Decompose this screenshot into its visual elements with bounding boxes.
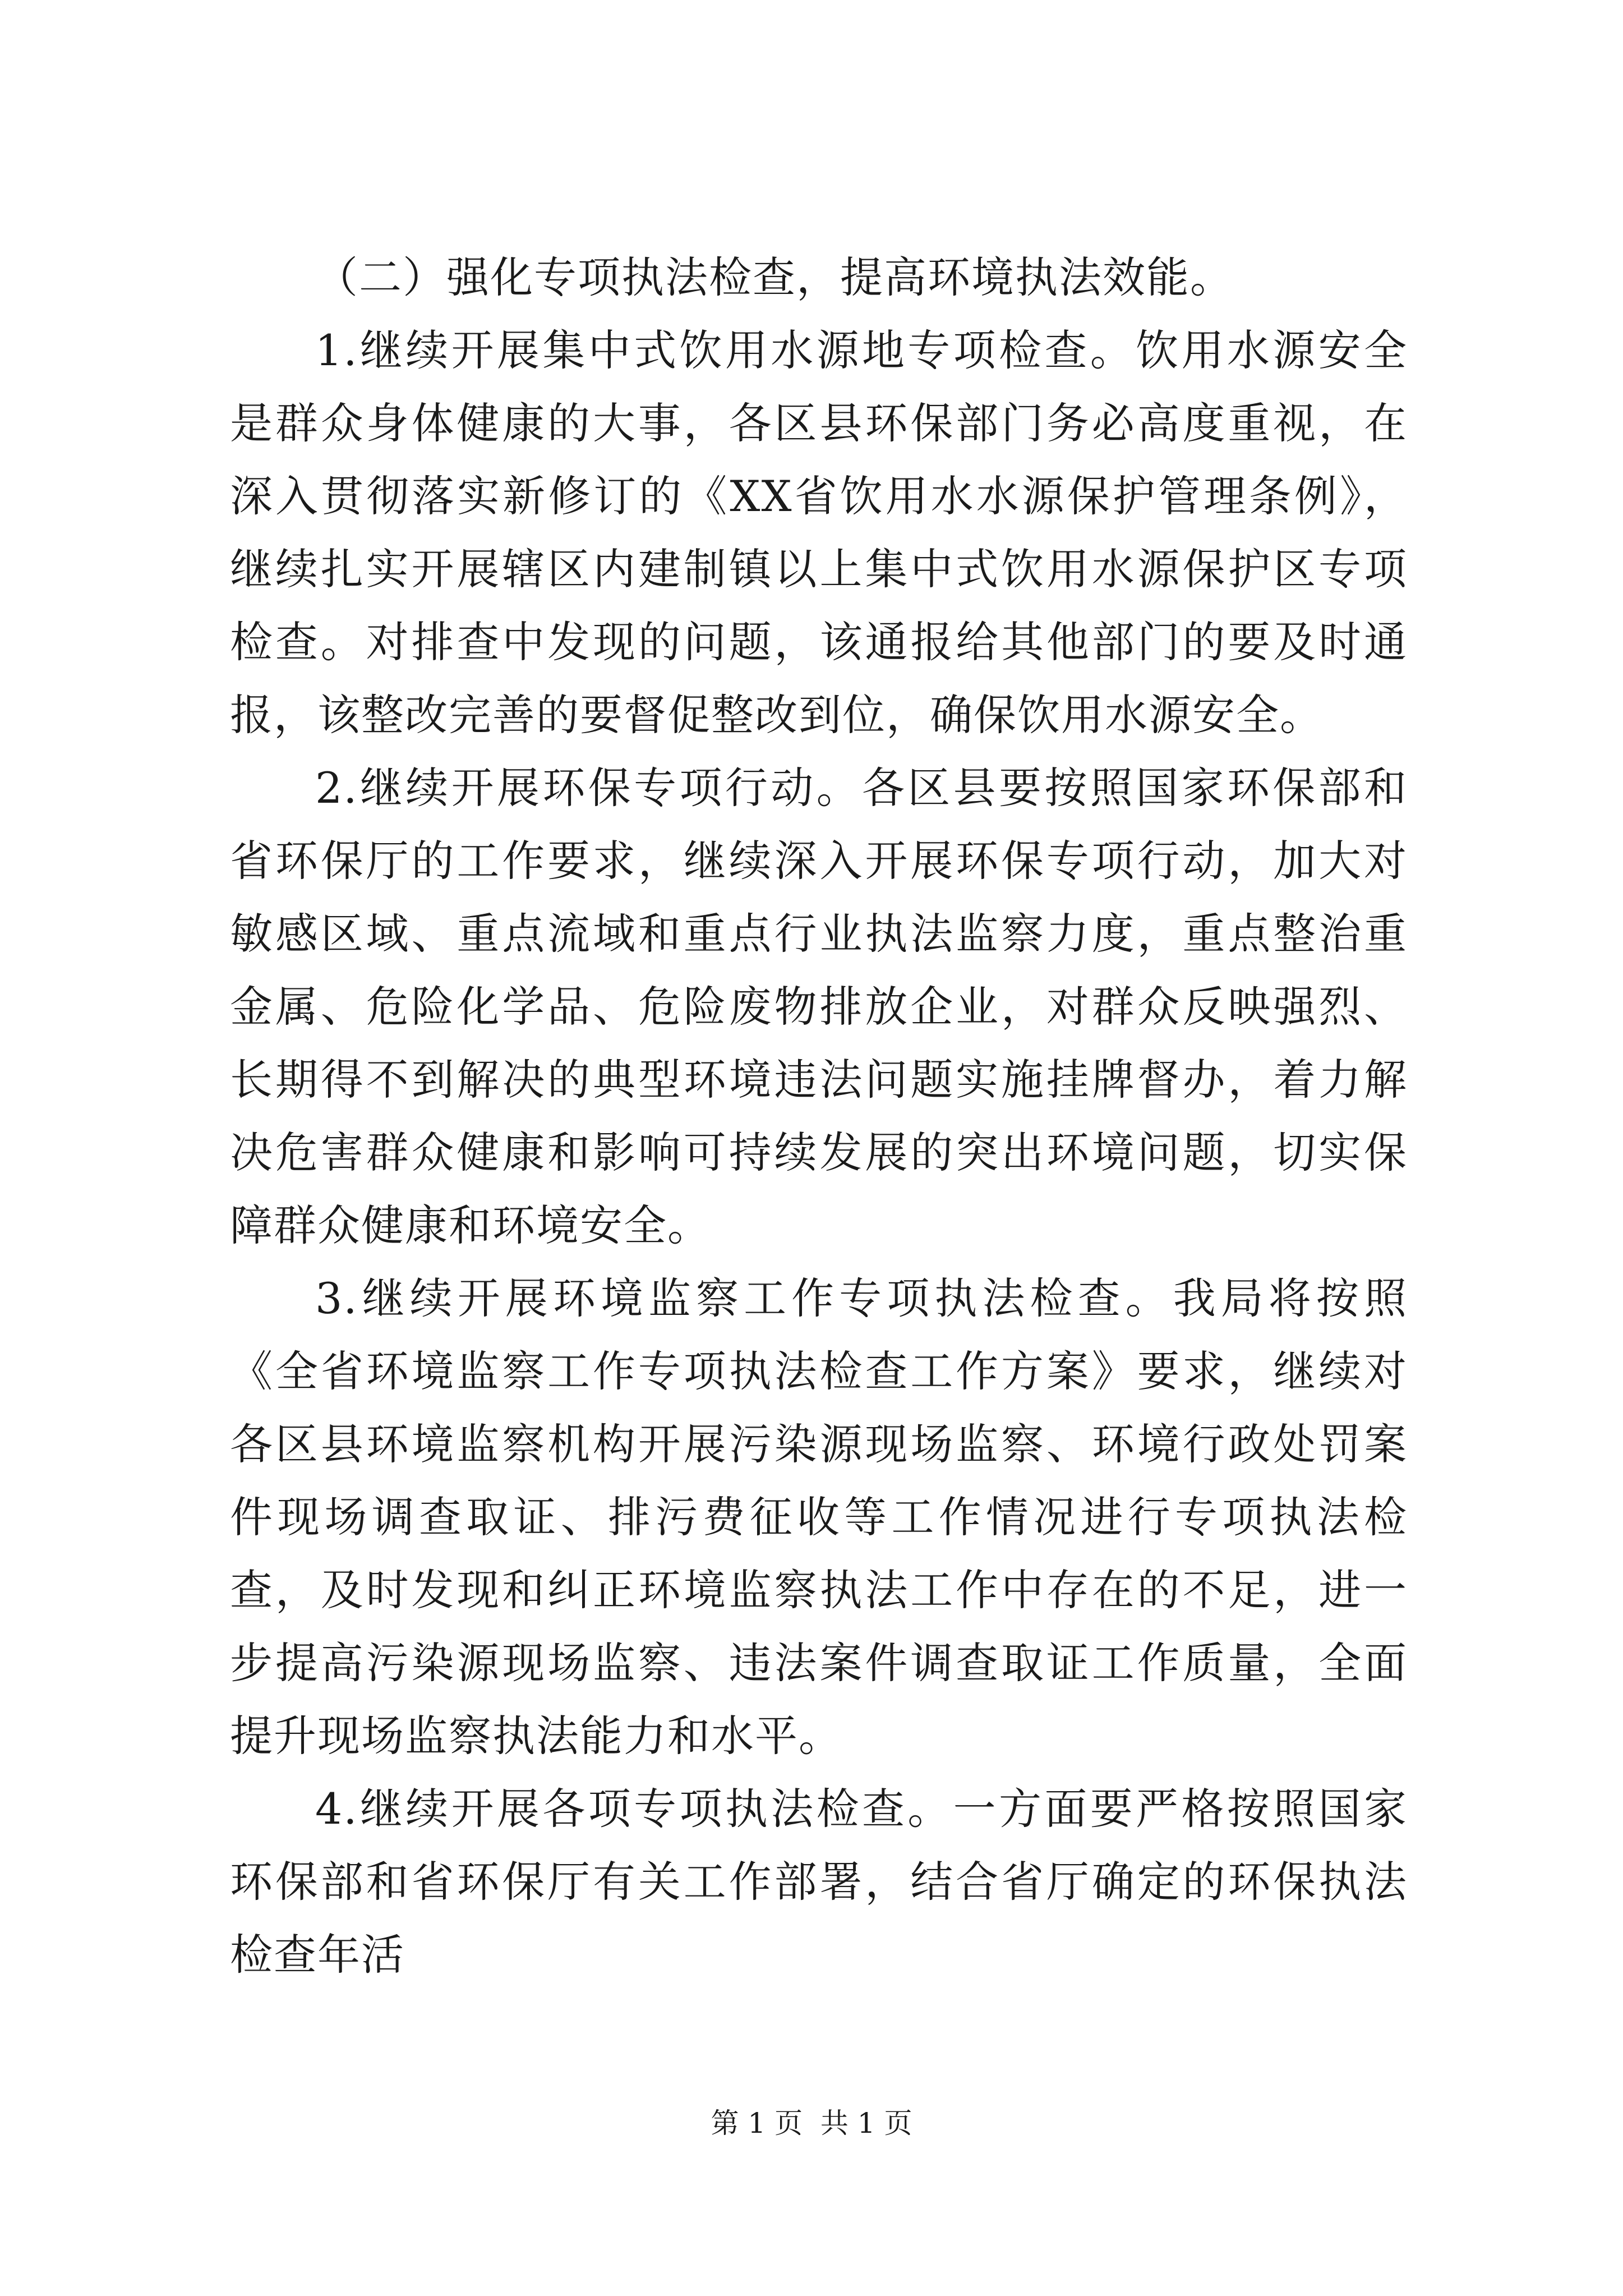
paragraph-4: 4.继续开展各项专项执法检查。一方面要严格按照国家环保部和省环保厅有关工作部署，结合省厅确定的环保执法检查年活 xyxy=(230,1784,1408,1980)
page-number: 第 1 页 共 1 页 xyxy=(711,2107,912,2139)
document-body xyxy=(230,241,1408,1991)
section-heading: （二）强化专项执法检查，提高环境执法效能。 xyxy=(315,252,1234,302)
paragraph-1: 1.继续开展集中式饮用水源地专项检查。饮用水源安全是群众身体健康的大事，各区县环保部门务必高度重视，在深入贯彻落实新修订的《XX省饮用水水源保护管理条例》，继续扎实开展辖区内建制镇以上集中式饮用水源保护区专项检查。对排查中发现的问题，该通报给其他部门的要及时通报，该整改完善的要督促整改到位，确保饮用水源安全。 xyxy=(230,325,1408,740)
paragraph-2: 2.继续开展环保专项行动。各区县要按照国家环保部和省环保厅的工作要求，继续深入开展环保专项行动，加大对敏感区域、重点流域和重点行业执法监察力度，重点整治重金属、危险化学品、危险废物排放企业，对群众反映强烈、长期得不到解决的典型环境违法问题实施挂牌督办，着力解决危害群众健康和影响可持续发展的突出环境问题，切实保障群众健康和环境安全。 xyxy=(230,763,1408,1250)
paragraph-3: 3.继续开展环境监察工作专项执法检查。我局将按照《全省环境监察工作专项执法检查工作方案》要求，继续对各区县环境监察机构开展污染源现场监察、环境行政处罚案件现场调查取证、排污费征收等工作情况进行专项执法检查，及时发现和纠正环境监察执法工作中存在的不足，进一步提高污染源现场监察、违法案件调查取证工作质量，全面提升现场监察执法能力和水平。 xyxy=(230,1273,1408,1761)
page-footer xyxy=(0,2106,1623,2140)
